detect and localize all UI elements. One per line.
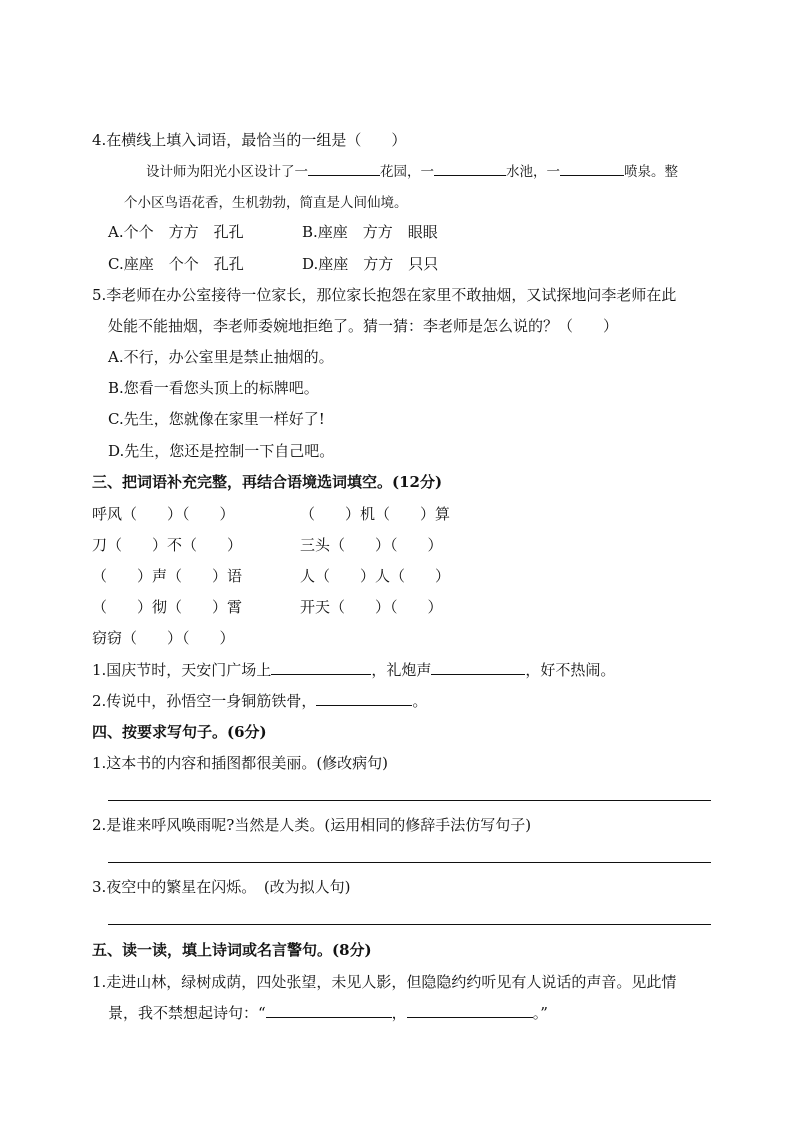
- word-fill-1[interactable]: 呼风（ ）（ ）: [92, 505, 235, 523]
- q5-stem-line2: 处能不能抽烟，李老师委婉地拒绝了。猜一猜：李老师是怎么说的？（ ）: [108, 317, 619, 335]
- sec3-s2-blank[interactable]: [316, 691, 412, 706]
- sec3-sentence-2: [92, 691, 427, 711]
- q4-option-c[interactable]: C.座座 个个 孔孔: [108, 255, 244, 273]
- sec5-item-1-line1: 1.走进山林，绿树成荫，四处张望，未见人影，但隐隐约约听见有人说话的声音。见此情: [92, 973, 677, 991]
- word-fill-2[interactable]: （ ）机（ ）算: [300, 505, 451, 523]
- q4-blank-2[interactable]: [434, 161, 506, 176]
- sec5-blank-1[interactable]: [266, 1003, 392, 1018]
- word-fill-4[interactable]: 三头（ ）（ ）: [300, 536, 443, 554]
- q4-option-d[interactable]: D.座座 方方 只只: [302, 255, 439, 273]
- q5-option-a[interactable]: A.不行，办公室里是禁止抽烟的。: [108, 348, 334, 366]
- sec3-s1-blank-2[interactable]: [431, 660, 525, 675]
- word-fill-3[interactable]: 刀（ ）不（ ）: [92, 536, 243, 554]
- sec3-s2-text-b: 。: [412, 692, 428, 710]
- sec3-s1-blank-1[interactable]: [271, 660, 371, 675]
- section-5-title: 五、读一读，填上诗词或名言警句。(8分): [92, 941, 372, 959]
- sec3-s2-text-a: 2.传说中，孙悟空一身铜筋铁骨，: [92, 692, 317, 710]
- section-3-title: 三、把词语补充完整，再结合语境选词填空。(12分): [92, 473, 443, 491]
- sec4-answer-line-2[interactable]: [108, 862, 711, 863]
- q5-option-c[interactable]: C.先生，您就像在家里一样好了!: [108, 410, 325, 428]
- q4-stem: 4.在横线上填入词语，最恰当的一组是（ ）: [92, 131, 407, 149]
- q5-option-b[interactable]: B.您看一看您头顶上的标牌吧。: [108, 379, 319, 397]
- q5-option-d[interactable]: D.先生，您还是控制一下自己吧。: [108, 442, 335, 460]
- q4-passage-c: 水池，一: [506, 164, 560, 180]
- q4-passage-b: 花园，一: [380, 164, 434, 180]
- word-fill-5[interactable]: （ ）声（ ）语: [92, 567, 243, 585]
- word-fill-6[interactable]: 人（ ）人（ ）: [300, 567, 451, 585]
- q4-passage-a: 设计师为阳光小区设计了一: [146, 164, 308, 180]
- sec4-item-3: 3.夜空中的繁星在闪烁。 (改为拟人句): [92, 878, 351, 896]
- q4-option-a[interactable]: A.个个 方方 孔孔: [108, 223, 244, 241]
- sec3-s1-text-c: ，好不热闹。: [525, 661, 616, 679]
- sec3-s1-text-a: 1.国庆节时，天安门广场上: [92, 661, 272, 679]
- sec5-text-b: ，: [391, 1004, 407, 1022]
- section-4-title: 四、按要求写句子。(6分): [92, 723, 267, 741]
- sec4-item-1: 1.这本书的内容和插图都很美丽。(修改病句): [92, 754, 389, 772]
- sec5-text-a: 景，我不禁想起诗句：“: [108, 1004, 266, 1022]
- sec5-item-1-line2: [108, 1003, 548, 1023]
- sec3-sentence-1: [92, 660, 615, 680]
- q4-blank-3[interactable]: [560, 161, 624, 176]
- q4-passage-line2: 个小区鸟语花香，生机勃勃，简直是人间仙境。: [124, 195, 408, 211]
- q4-passage-line1: [146, 161, 678, 182]
- q5-stem-line1: 5.李老师在办公室接待一位家长，那位家长抱怨在家里不敢抽烟，又试探地问李老师在此: [92, 286, 677, 304]
- word-fill-7[interactable]: （ ）彻（ ）霄: [92, 598, 243, 616]
- word-fill-8[interactable]: 开天（ ）（ ）: [300, 598, 443, 616]
- sec3-s1-text-b: ，礼炮声: [371, 661, 432, 679]
- q4-blank-1[interactable]: [308, 161, 380, 176]
- q4-passage-d: 喷泉。整: [624, 164, 678, 180]
- sec4-item-2: 2.是谁来呼风唤雨呢?当然是人类。(运用相同的修辞手法仿写句子): [92, 816, 532, 834]
- sec5-text-c: 。”: [532, 1004, 548, 1022]
- sec4-answer-line-3[interactable]: [108, 924, 711, 925]
- sec5-blank-2[interactable]: [407, 1003, 533, 1018]
- word-fill-9[interactable]: 窃窃（ ）（ ）: [92, 629, 235, 647]
- sec4-answer-line-1[interactable]: [108, 800, 711, 801]
- q4-option-b[interactable]: B.座座 方方 眼眼: [302, 223, 438, 241]
